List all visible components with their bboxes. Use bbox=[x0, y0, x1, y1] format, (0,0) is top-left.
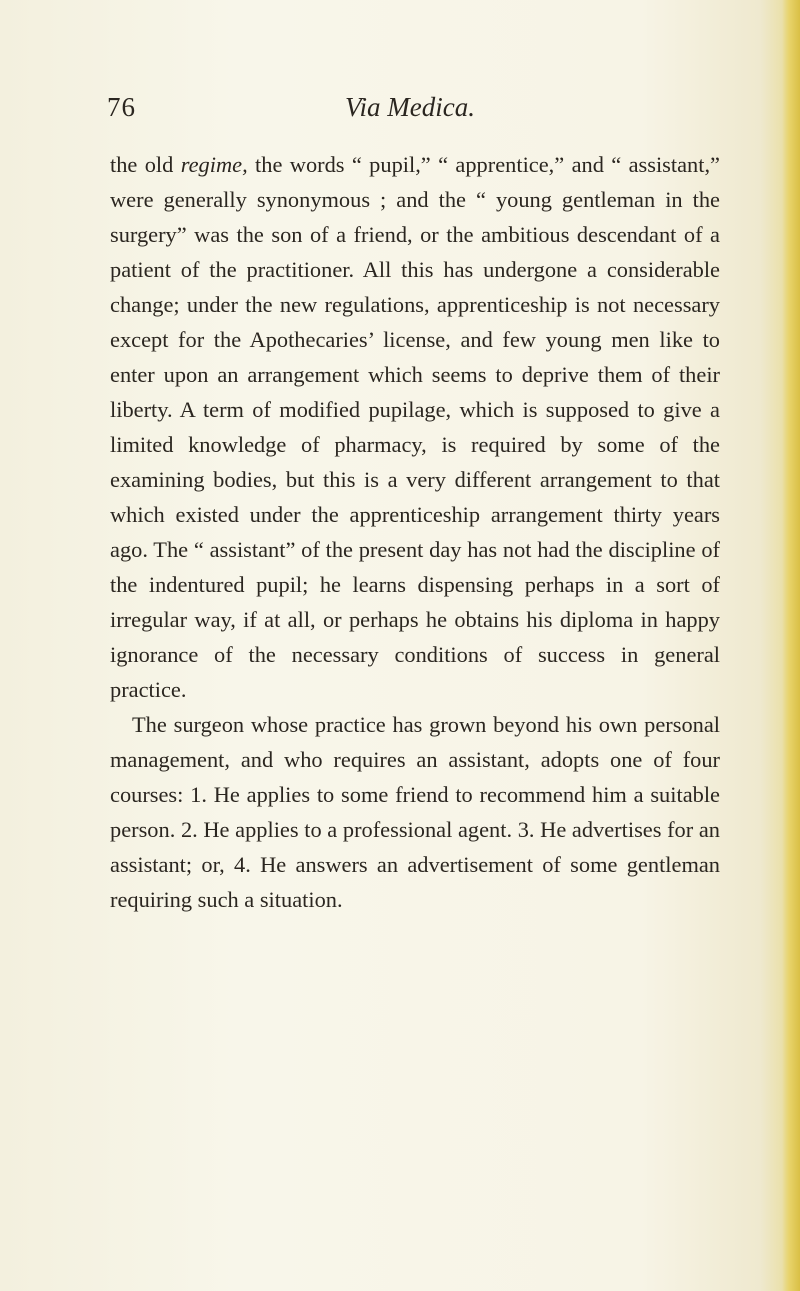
page-number: 76 bbox=[107, 92, 136, 122]
body-text bbox=[110, 147, 720, 917]
running-title: Via Medica. bbox=[345, 92, 475, 122]
paragraph-1-rest: the words “ pupil,” “ apprentice,” and “ assistant,” were generally synonymous ; and the “ young gentleman in the surgery” was the son of a friend, or the ambitious descendant of a patient of the practitioner. All this has undergone a considerable change; under the new regulations, apprenticeship is not necessary except for the Apothecaries’ license, and few young men like to enter upon an arrangement which seems to deprive them of their liberty. A term of modified pupilage, which is supposed to give a limited knowledge of pharmacy, is required by some of the examining bodies, but this is a very different arrangement to that which existed under the apprenticeship arrangement thirty years ago. The “ assistant” of the present day has not had the discipline of the indentured pupil; he learns dispensing perhaps in a sort of irregular way, if at all, or perhaps he obtains his diploma in happy ignorance of the necessary conditions of success in general practice. bbox=[110, 152, 720, 702]
page-edge bbox=[782, 0, 800, 1291]
italic-term: regime, bbox=[180, 152, 248, 177]
paragraph-1 bbox=[110, 147, 720, 707]
paragraph-1-start: the old bbox=[110, 152, 181, 177]
running-header bbox=[0, 92, 800, 132]
paragraph-2: The surgeon whose practice has grown beyond his own personal management, and who requires an assistant, adopts one of four courses: 1. He applies to some friend to recommend him a suitable person. 2. He applies to a professional agent. 3. He advertises for an assistant; or, 4. He answers an advertisement of some gentleman requiring such a situation. bbox=[110, 712, 720, 912]
